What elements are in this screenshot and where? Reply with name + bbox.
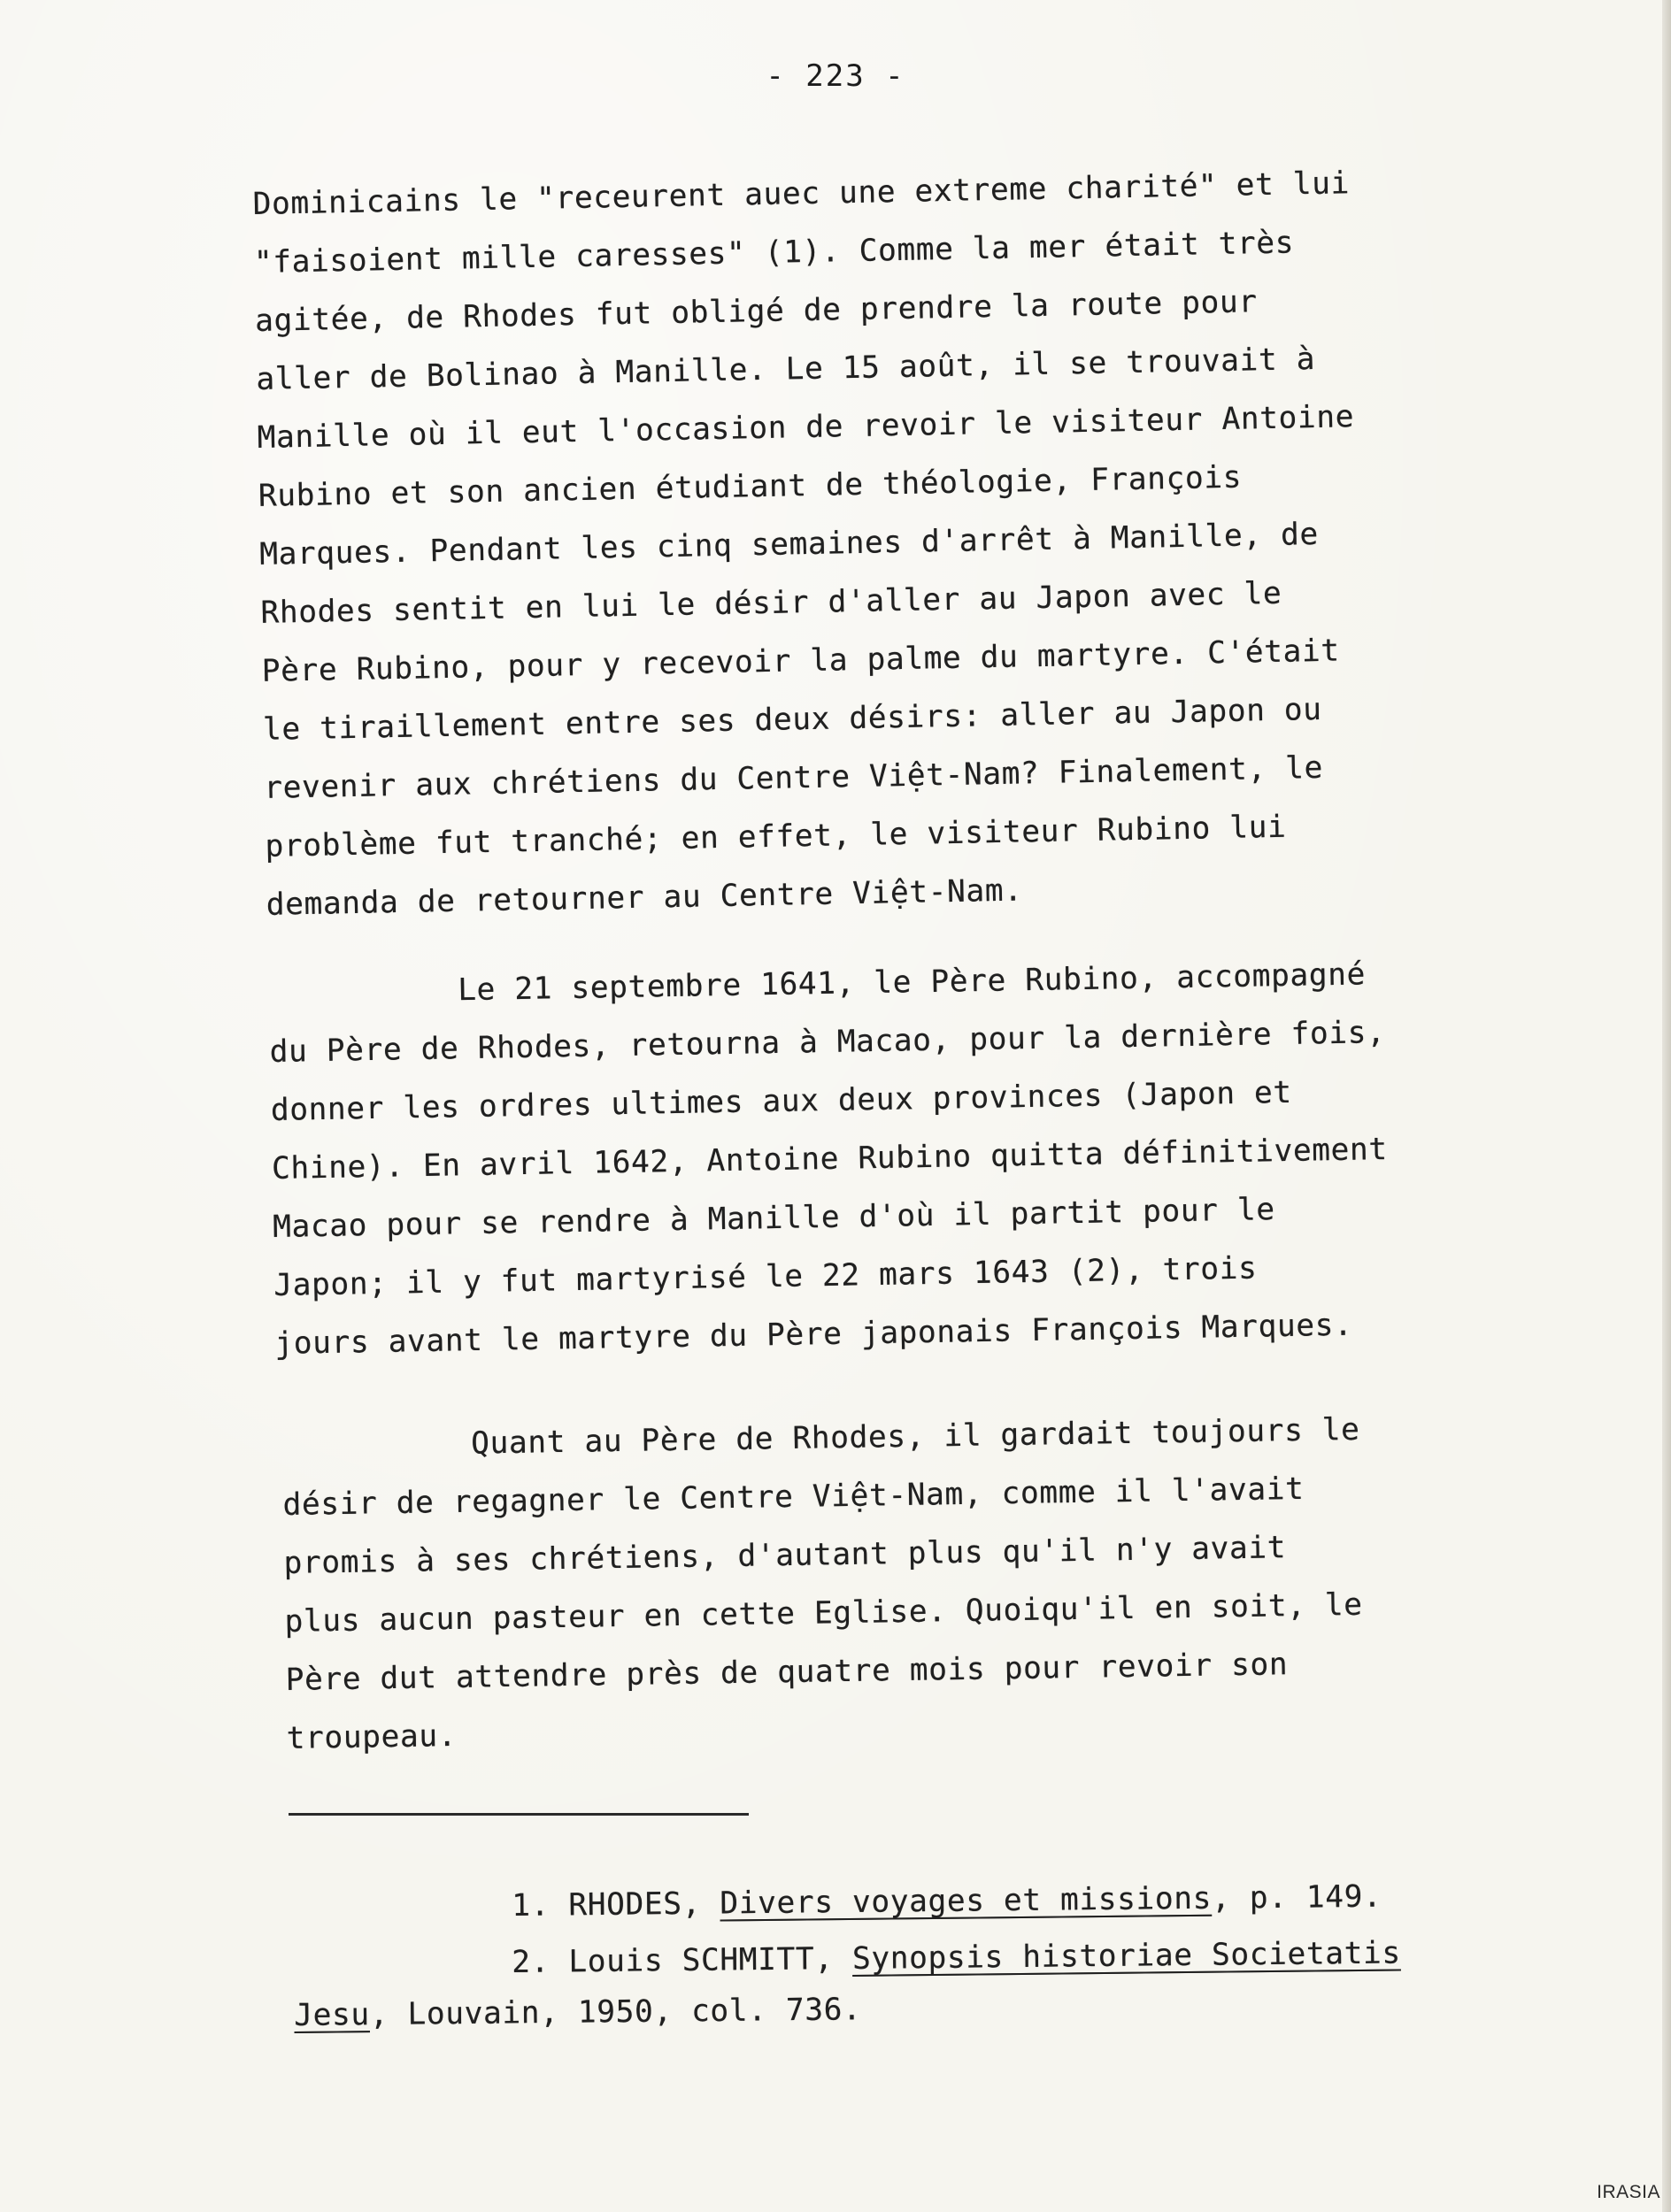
footnote-2-continuation [294,1983,862,2042]
text-line: Chine). En avril 1642, Antoine Rubino quitta définitivement [271,1131,1389,1187]
text-line: Dominicains le "receurent auec une extreme charité" et lui [252,165,1351,222]
text-line: donner les ordres ultimes aux deux provinces (Japon et [270,1074,1293,1128]
text-line: Père dut attendre près de quatre mois pour revoir son [285,1647,1289,1698]
text-line: du Père de Rhodes, retourna à Macao, pour la dernière fois, [269,1014,1386,1070]
text-line: Quant au Père de Rhodes, il gardait toujours le [281,1411,1360,1464]
text-line: Marques. Pendant les cinq semaines d'arrêt à Manille, de [258,516,1320,572]
text-line: promis à ses chrétiens, d'autant plus qu'il n'y avait [283,1530,1287,1581]
text-line: jours avant le martyre du Père japonais François Marques. [274,1307,1353,1362]
text-line: problème fut tranché; en effet, le visiteur Rubino lui [265,809,1287,864]
text-line: demanda de retourner au Centre Việt-Nam. [266,872,1023,923]
text-line: Rhodes sentit en lui le désir d'aller au Japon avec le [260,575,1282,631]
footnote-2 [512,1926,1401,1989]
text-line: Rubino et son ancien étudiant de théologie, François [258,459,1243,514]
footnote-1 [512,1870,1382,1932]
text-line: désir de regagner le Centre Việt-Nam, comme il l'avait [282,1471,1305,1523]
text-line: Japon; il y fut martyrisé le 22 mars 1643 (2), trois [273,1250,1258,1303]
footnote-2-prefix: 2. Louis SCHMITT, [512,1940,853,1980]
footnote-2-title-continuation: Jesu [294,1997,371,2033]
text-line: troupeau. [286,1717,458,1756]
page-number: - 223 - [766,58,905,94]
archive-watermark: IRASIA [1597,2182,1660,2202]
text-line: Macao pour se rendre à Manille d'où il partit pour le [272,1192,1276,1245]
page-edge-shadow [1662,0,1671,2212]
text-line: agitée, de Rhodes fut obligé de prendre la route pour [254,284,1258,339]
text-line: plus aucun pasteur en cette Eglise. Quoiqu'il en soit, le [284,1586,1363,1640]
paragraph-3 [281,1401,1365,1768]
footnote-separator [289,1813,749,1816]
text-line: revenir aux chrétiens du Centre Việt-Nam? Finalement, le [263,749,1324,806]
footnote-1-title: Divers voyages et missions [720,1880,1213,1922]
text-line: "faisoient mille caresses" (1). Comme la mer était très [253,225,1295,280]
text-line: Le 21 septembre 1641, le Père Rubino, accompagné [268,956,1367,1011]
text-line: Manille où il eut l'occasion de revoir le visiteur Antoine [257,399,1355,456]
paragraph-2 [268,945,1391,1373]
text-line: le tiraillement entre ses deux désirs: aller au Japon ou [262,691,1322,748]
footnote-1-suffix: , p. 149. [1211,1878,1382,1916]
footnote-1-prefix: 1. RHODES, [512,1886,720,1924]
paragraph-1 [252,154,1364,934]
text-line: Père Rubino, pour y recevoir la palme du martyre. C'était [261,633,1341,689]
text-line: aller de Bolinao à Manille. Le 15 août, il se trouvait à [256,341,1316,397]
footnote-2-continuation-suffix: , Louvain, 1950, col. 736. [369,1992,862,2033]
footnote-2-title: Synopsis historiae Societatis [851,1935,1401,1977]
